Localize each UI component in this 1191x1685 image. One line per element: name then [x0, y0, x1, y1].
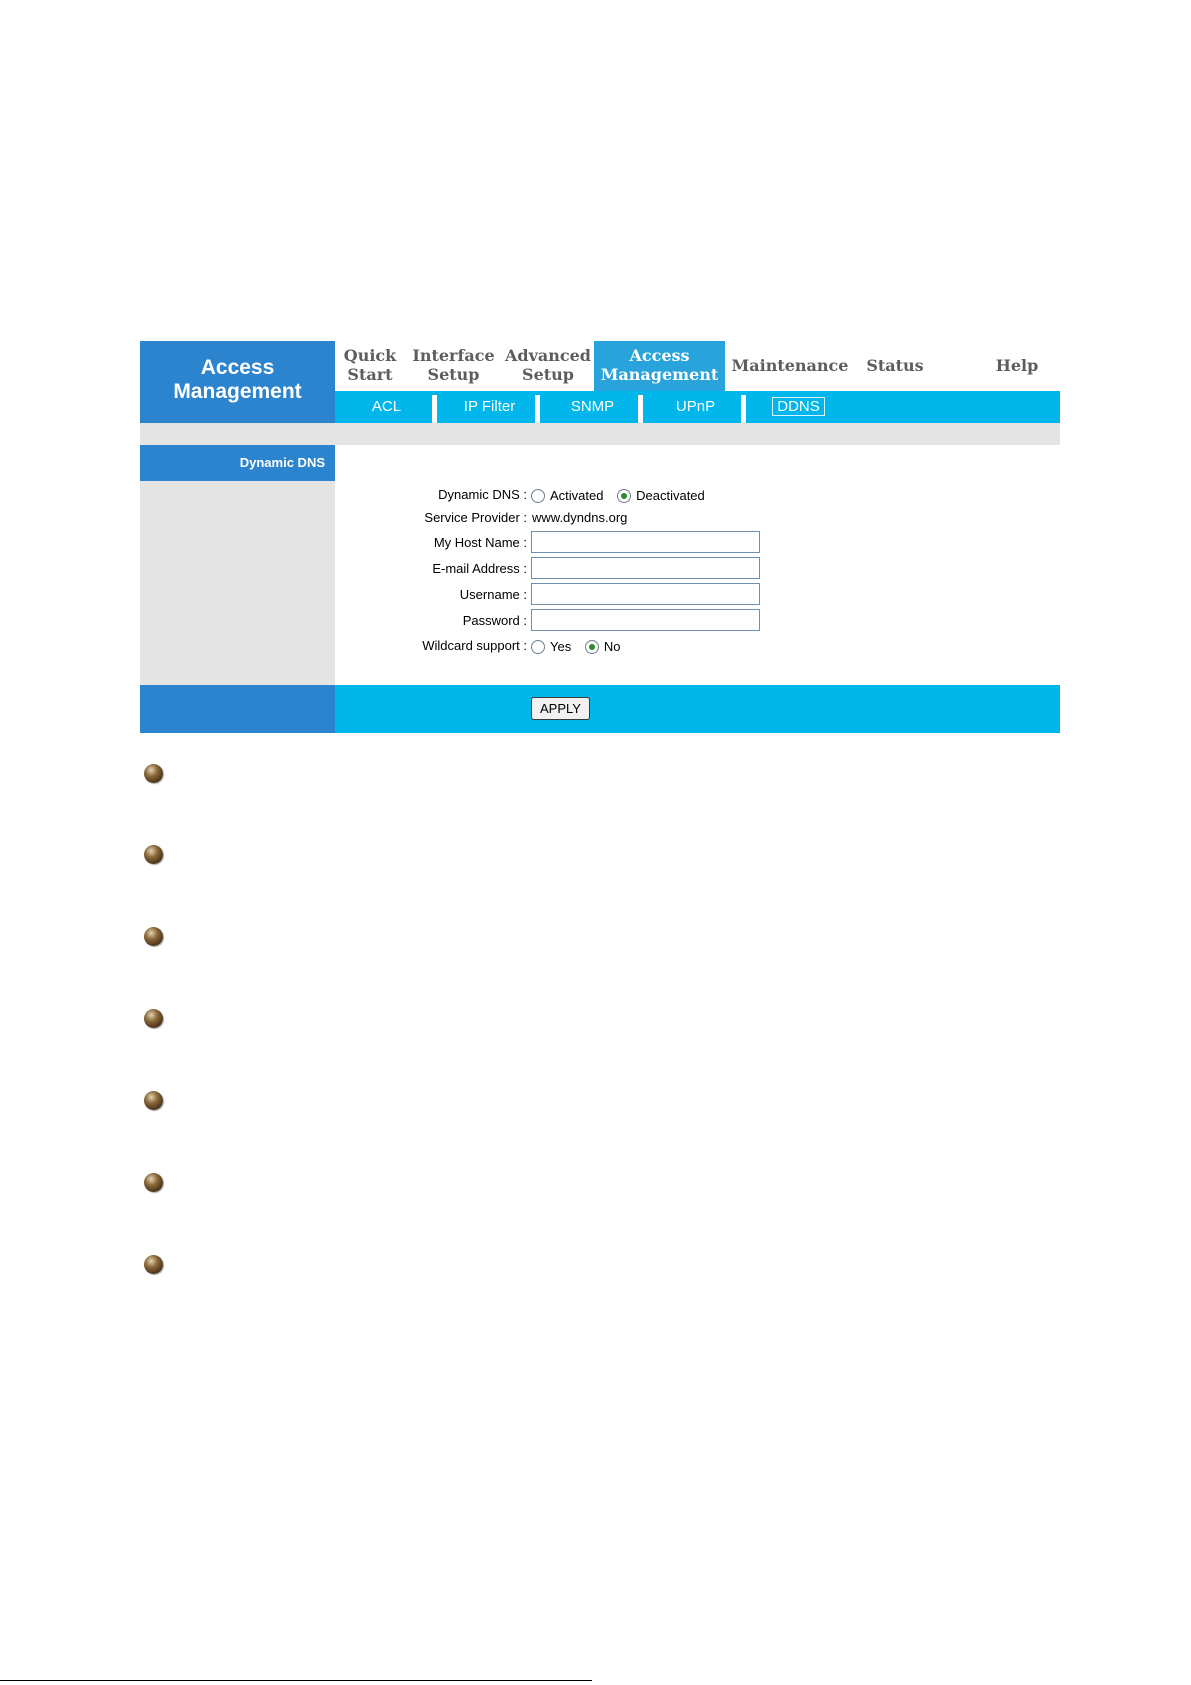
radio-no[interactable]: [585, 640, 599, 654]
subtab-divider: [535, 395, 540, 423]
dynamic-dns-options: [531, 483, 715, 507]
tab-label: Start: [347, 365, 393, 384]
radio-deactivated-label: Deactivated: [636, 487, 705, 503]
radio-activated-label: Activated: [550, 487, 604, 503]
wildcard-label: Wildcard support :: [422, 638, 527, 653]
radio-activated[interactable]: [531, 489, 545, 503]
subtab-upnp[interactable]: [644, 391, 747, 423]
tab-label: Access: [629, 346, 690, 365]
service-provider-row: [335, 506, 1060, 530]
username-label: Username :: [459, 587, 527, 602]
subtab-label: DDNS: [772, 397, 825, 416]
subtab-divider: [638, 395, 643, 423]
subtab-label: ACL: [371, 398, 402, 415]
apply-button[interactable]: APPLY: [531, 697, 590, 720]
service-provider-label: Service Provider :: [424, 510, 527, 525]
bullet-icon: [144, 1009, 163, 1028]
left-column: [140, 445, 335, 685]
service-provider-value: www.dyndns.org: [532, 510, 628, 525]
password-input[interactable]: [531, 609, 760, 631]
dynamic-dns-row: [335, 483, 1060, 507]
subtab-label: UPnP: [675, 398, 716, 415]
subtab-ip-filter[interactable]: [438, 391, 541, 423]
router-admin-screenshot: [140, 341, 1060, 733]
subtab-label: SNMP: [570, 398, 615, 415]
tab-label: Quick: [343, 346, 397, 365]
tab-label: Setup: [427, 365, 480, 384]
tab-quick-start[interactable]: [335, 341, 405, 391]
brand-line-1: Access: [200, 356, 275, 379]
bullet-icon: [144, 1173, 163, 1192]
bullet-icon: [144, 845, 163, 864]
sub-nav: [335, 391, 1060, 423]
subtab-label: IP Filter: [463, 398, 516, 415]
bottom-rule: [0, 1680, 592, 1681]
subtab-snmp[interactable]: [541, 391, 644, 423]
tab-status[interactable]: [855, 341, 935, 391]
username-row: [335, 583, 1060, 607]
radio-deactivated[interactable]: [617, 489, 631, 503]
subtab-ddns[interactable]: [747, 391, 850, 423]
host-name-label: My Host Name :: [433, 535, 527, 550]
email-label: E-mail Address :: [432, 561, 527, 576]
tab-label: Interface: [412, 346, 495, 365]
radio-yes-label: Yes: [550, 638, 572, 654]
bullet-icon: [144, 1091, 163, 1110]
tab-maintenance[interactable]: [725, 341, 855, 391]
email-row: [335, 557, 1060, 581]
brand-line-2: Management: [173, 380, 302, 403]
bullet-icon: [144, 764, 163, 783]
header-strip: [140, 423, 1060, 445]
bullet-icon: [144, 1255, 163, 1274]
tab-label: Status: [866, 356, 924, 375]
section-title: Dynamic DNS: [140, 445, 335, 481]
subtab-divider: [741, 395, 746, 423]
bullet-icon: [144, 927, 163, 946]
radio-yes[interactable]: [531, 640, 545, 654]
tab-label: Maintenance: [731, 356, 849, 375]
tab-advanced-setup[interactable]: [502, 341, 594, 391]
dynamic-dns-label: Dynamic DNS :: [438, 487, 527, 502]
footer-left: [140, 685, 335, 733]
tab-label: Management: [600, 365, 719, 384]
username-input[interactable]: [531, 583, 760, 605]
password-label: Password :: [462, 613, 527, 628]
tab-interface-setup[interactable]: [405, 341, 502, 391]
subtab-divider: [432, 395, 437, 423]
tab-label: Help: [995, 356, 1039, 375]
tab-label: Advanced: [504, 346, 591, 365]
host-name-input[interactable]: [531, 531, 760, 553]
tab-label: Setup: [522, 365, 574, 384]
email-input[interactable]: [531, 557, 760, 579]
ddns-form: [335, 445, 1060, 685]
tab-access-management[interactable]: [594, 341, 725, 391]
host-name-row: [335, 531, 1060, 555]
wildcard-row: [335, 634, 1060, 658]
password-row: [335, 609, 1060, 633]
wildcard-options: [531, 634, 630, 658]
radio-no-label: No: [603, 638, 621, 654]
brand-title: [140, 341, 335, 423]
subtab-acl[interactable]: [335, 391, 438, 423]
tab-help[interactable]: [977, 341, 1057, 391]
top-nav: [335, 341, 1060, 391]
footer-bar: [335, 685, 1060, 733]
